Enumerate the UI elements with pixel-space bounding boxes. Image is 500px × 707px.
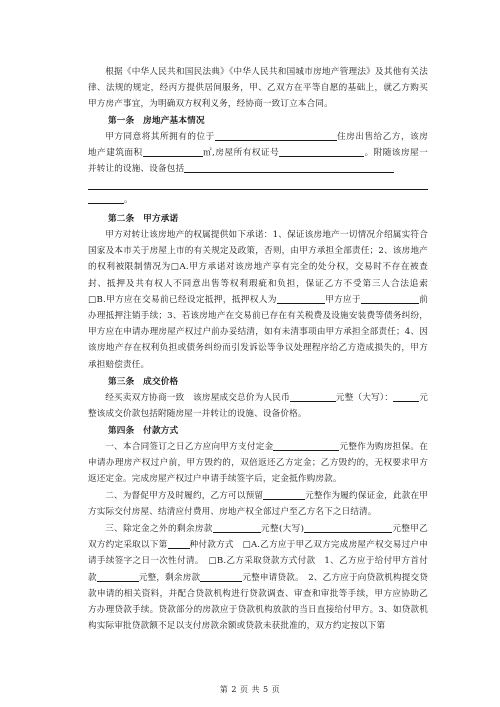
article-3-paragraph: 经买卖双方协商一致 该房屋成交总价为人民币 元整（大写）： 元整该成交价款包括附随房屋一并转让的设施、设备价格。 bbox=[88, 390, 428, 422]
article-4-para-1: 一、本合同签订之日乙方应向甲方支付定金 元整作为购房担保。在申请办理房产权过户前，甲方毁约的，双倍返还乙方定金；乙方毁约的，无权要求甲方返还定金。完成房屋产权过户申请手续签字后，定金抵作购房款。 bbox=[88, 439, 428, 488]
article-2-paragraph: 甲方对转让该房地产的权属提供如下承诺：1、保证该房地产一切情况介绍属实符合国家及本市关于房屋上市的有关规定及政策，否则，由甲方承担全部责任；2、该房地产的权利被限制情况为□A.甲方承诺对该房地产享有完全的处分权，交易时不存在被查封、抵押及共有权人不同意出售等权利瑕疵和负担，保证乙方不受第三人合法追索 □B.甲方应在交易前已经设定抵押，抵押权人为 甲方应于 前办理抵押注销手续；3、若该房地产在交易前已存在有关税费及设施安装费等债务纠纷，甲方应在申请办理房屋产权过户前办妥结清，如有未清事项由甲方承担全部责任；4、因该房地产存在权利负担或债务纠纷而引发诉讼等争议处理程序给乙方造成损失的，甲方承担赔偿责任。 bbox=[88, 230, 437, 370]
article-1-blank-end: 。 bbox=[88, 192, 428, 208]
article-3-heading: 第三条 成交价格 bbox=[108, 377, 179, 387]
page-number: 第 2 页 共 5 页 bbox=[219, 685, 281, 694]
article-2-heading: 第二条 甲方承诺 bbox=[108, 214, 179, 224]
article-1-heading: 第一条 房地产基本情况 bbox=[108, 116, 205, 126]
article-4-para-3: 三、除定金之外的剩余房款 元整(大写) 元整甲乙双方约定采取以下第 种付款方式 □A.乙方应于甲乙双方完成房屋产权交易过户申请手续签字之日一次性付清。 □B.乙方采取贷款方式付款 1、乙方应于给付甲方首付款 元整，剩余房款 元整申请贷款。 2、乙方应于向贷款机构提交贷款申请的相关资料，并配合贷款机构进行贷款调查、审查和审批等手续，甲方应协助乙方办理贷款手续。贷款部分的房款应于贷款机构放款的当日直接给付甲方。3、如贷款机构实际审批贷款额不足以支付房款余额或贷款未获批准的，双方约定按以下第 bbox=[88, 521, 428, 634]
article-4-heading: 第四条 付款方式 bbox=[108, 426, 179, 436]
article-1-paragraph: 甲方同意将其所拥有的位于 住房出售给乙方，该房地产建筑面积 ㎡,房屋所有权证号 。附随该房屋一并转让的设施、设备包括 bbox=[88, 129, 428, 178]
article-1-blank-line bbox=[88, 189, 428, 190]
intro-paragraph: 根据《中华人民共和国民法典》《中华人民共和国城市房地产管理法》及其他有关法律、法规的规定，经丙方提供居间服务，甲、乙双方在平等自愿的基础上，就乙方购买甲方房产事宜，为明确双方权利义务，经协商一致订立本合同。 bbox=[88, 67, 428, 110]
article-4-para-2: 二、为督促甲方及时履约，乙方可以预留 元整作为履约保证金，此款在甲方实际交付房屋、结清应付费用、房地产权全部过户至乙方名下之日结清。 bbox=[88, 488, 428, 520]
